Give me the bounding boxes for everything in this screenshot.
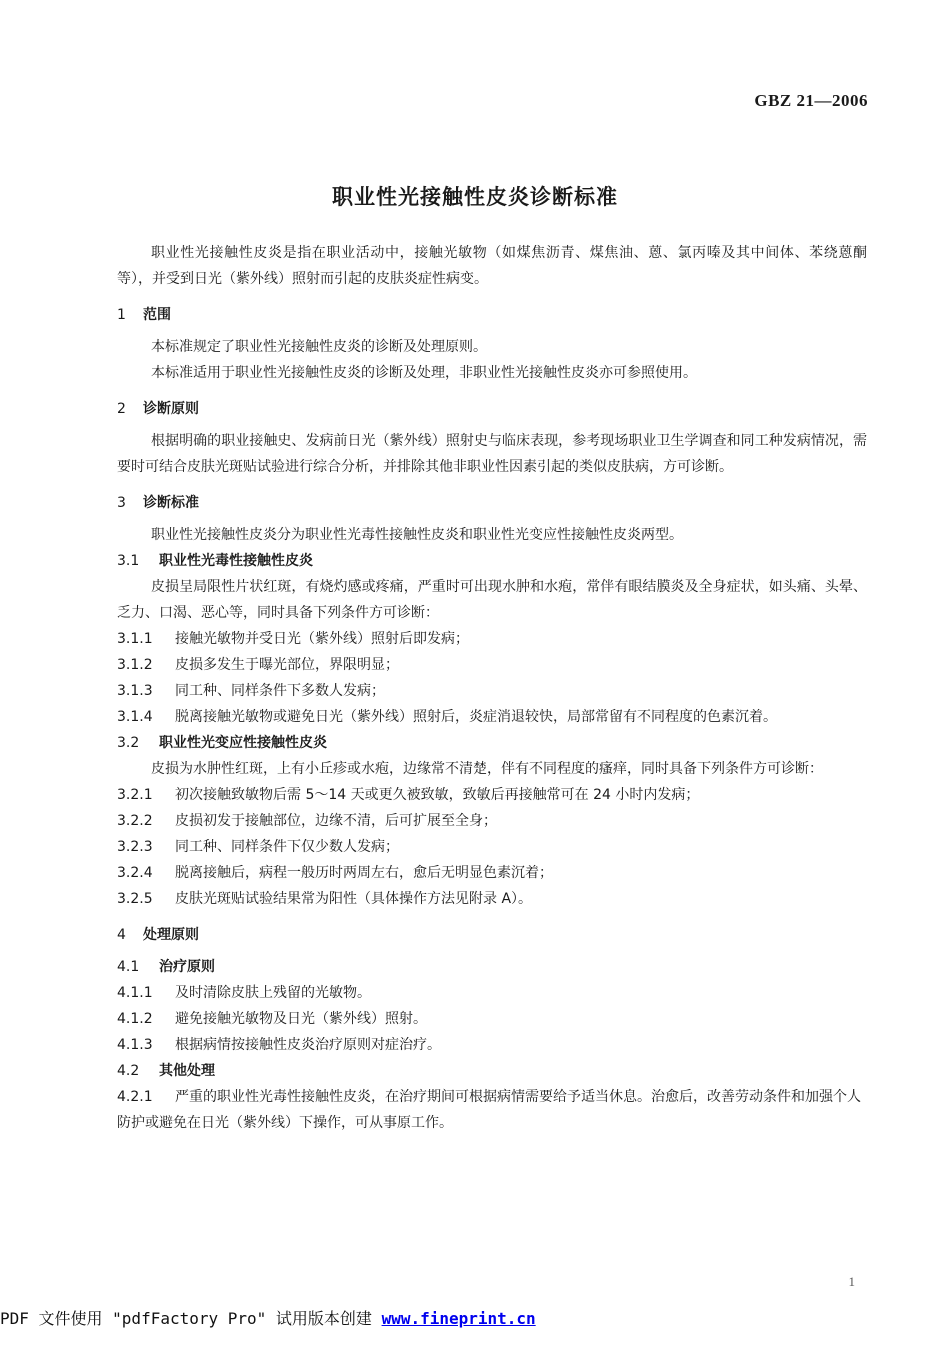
footer-link[interactable]: www.fineprint.cn bbox=[381, 1309, 536, 1328]
subsection-number: 3.1 bbox=[117, 553, 140, 569]
section-heading-principle bbox=[117, 396, 867, 422]
subsection-number: 4.1 bbox=[117, 959, 140, 975]
document-title: 职业性光接触性皮炎诊断标准 bbox=[332, 185, 618, 209]
intro-paragraph: 职业性光接触性皮炎是指在职业活动中，接触光敏物（如煤焦沥青、煤焦油、蒽、氯丙嗪及其中间体、苯绕蒽酮等），并受到日光（紫外线）照射而引起的皮肤炎症性病变。 bbox=[117, 245, 867, 287]
list-item-3-1-3 bbox=[117, 678, 867, 704]
footer-text: PDF 文件使用 "pdfFactory Pro" 试用版本创建 bbox=[0, 1309, 382, 1328]
item-number: 3.2.3 bbox=[117, 839, 153, 855]
section-number: 4 bbox=[117, 927, 126, 943]
section-title: 处理原则 bbox=[143, 927, 199, 943]
item-text: 避免接触光敏物及日光（紫外线）照射。 bbox=[175, 1011, 427, 1027]
section-title: 诊断原则 bbox=[143, 401, 199, 417]
item-number: 3.2.5 bbox=[117, 891, 153, 907]
document-body bbox=[117, 240, 867, 1136]
criteria-paragraph: 职业性光接触性皮炎分为职业性光毒性接触性皮炎和职业性光变应性接触性皮炎两型。 bbox=[151, 527, 683, 543]
list-item-3-2-3 bbox=[117, 834, 867, 860]
section-heading-scope bbox=[117, 302, 867, 328]
subsection-title: 治疗原则 bbox=[159, 959, 215, 975]
item-number: 4.1.2 bbox=[117, 1011, 153, 1027]
list-item-3-1-4 bbox=[117, 704, 867, 730]
subsection-heading-3-2 bbox=[117, 730, 867, 756]
list-item-3-2-1 bbox=[117, 782, 867, 808]
item-text: 根据病情按接触性皮炎治疗原则对症治疗。 bbox=[175, 1037, 441, 1053]
list-item-4-1-1 bbox=[117, 980, 867, 1006]
subsection-number: 3.2 bbox=[117, 735, 140, 751]
scope-paragraph-1: 本标准规定了职业性光接触性皮炎的诊断及处理原则。 bbox=[151, 339, 487, 355]
list-item-4-2-1 bbox=[117, 1084, 867, 1136]
item-text: 严重的职业性光毒性接触性皮炎，在治疗期间可根据病情需要给予适当休息。治愈后，改善劳动条件和加强个人防护或避免在日光（紫外线）下操作，可从事原工作。 bbox=[117, 1089, 861, 1131]
item-text: 脱离接触后，病程一般历时两周左右，愈后无明显色素沉着； bbox=[175, 865, 553, 881]
subsection-3-2-paragraph: 皮损为水肿性红斑，上有小丘疹或水疱，边缘常不清楚，伴有不同程度的瘙痒，同时具备下列条件方可诊断： bbox=[151, 761, 823, 777]
item-text: 同工种、同样条件下多数人发病； bbox=[175, 683, 385, 699]
section-number: 2 bbox=[117, 401, 126, 417]
list-item-3-2-5 bbox=[117, 886, 867, 912]
item-text: 皮肤光斑贴试验结果常为阳性（具体操作方法见附录 A）。 bbox=[175, 891, 533, 907]
subsection-3-1-paragraph: 皮损呈局限性片状红斑，有烧灼感或疼痛，严重时可出现水肿和水疱，常伴有眼结膜炎及全身症状，如头痛、头晕、乏力、口渴、恶心等，同时具备下列条件方可诊断： bbox=[117, 579, 867, 621]
subsection-heading-4-2 bbox=[117, 1058, 867, 1084]
list-item-3-1-1 bbox=[117, 626, 867, 652]
page-number: 1 bbox=[848, 1274, 855, 1289]
section-heading-criteria bbox=[117, 490, 867, 516]
item-text: 同工种、同样条件下仅少数人发病； bbox=[175, 839, 399, 855]
item-number: 3.1.4 bbox=[117, 709, 153, 725]
item-text: 脱离接触光敏物或避免日光（紫外线）照射后，炎症消退较快，局部常留有不同程度的色素沉着。 bbox=[175, 709, 777, 725]
section-title: 范围 bbox=[143, 307, 171, 323]
item-number: 3.2.2 bbox=[117, 813, 153, 829]
subsection-number: 4.2 bbox=[117, 1063, 140, 1079]
section-title: 诊断标准 bbox=[143, 495, 199, 511]
item-number: 3.1.2 bbox=[117, 657, 153, 673]
item-text: 及时清除皮肤上残留的光敏物。 bbox=[175, 985, 371, 1001]
principle-paragraph: 根据明确的职业接触史、发病前日光（紫外线）照射史与临床表现，参考现场职业卫生学调查和同工种发病情况，需要时可结合皮肤光斑贴试验进行综合分析，并排除其他非职业性因素引起的类似皮肤病，方可诊断。 bbox=[117, 433, 867, 475]
section-number: 3 bbox=[117, 495, 126, 511]
subsection-heading-3-1 bbox=[117, 548, 867, 574]
scope-paragraph-2: 本标准适用于职业性光接触性皮炎的诊断及处理，非职业性光接触性皮炎亦可参照使用。 bbox=[151, 365, 697, 381]
item-number: 4.1.1 bbox=[117, 985, 153, 1001]
item-text: 初次接触致敏物后需 5～14 天或更久被致敏，致敏后再接触常可在 24 小时内发病； bbox=[175, 787, 700, 803]
subsection-heading-4-1 bbox=[117, 954, 867, 980]
list-item-4-1-3 bbox=[117, 1032, 867, 1058]
subsection-title: 其他处理 bbox=[159, 1063, 215, 1079]
item-number: 3.1.3 bbox=[117, 683, 153, 699]
item-number: 4.2.1 bbox=[117, 1089, 153, 1105]
item-number: 3.2.4 bbox=[117, 865, 153, 881]
item-number: 3.2.1 bbox=[117, 787, 153, 803]
item-text: 接触光敏物并受日光（紫外线）照射后即发病； bbox=[175, 631, 469, 647]
list-item-3-1-2 bbox=[117, 652, 867, 678]
item-text: 皮损多发生于曝光部位，界限明显； bbox=[175, 657, 399, 673]
section-number: 1 bbox=[117, 307, 126, 323]
standard-code: GBZ 21—2006 bbox=[754, 91, 868, 110]
list-item-4-1-2 bbox=[117, 1006, 867, 1032]
list-item-3-2-2 bbox=[117, 808, 867, 834]
section-heading-treatment bbox=[117, 922, 867, 948]
item-number: 3.1.1 bbox=[117, 631, 153, 647]
pdf-footer bbox=[0, 1306, 950, 1329]
item-text: 皮损初发于接触部位，边缘不清，后可扩展至全身； bbox=[175, 813, 497, 829]
item-number: 4.1.3 bbox=[117, 1037, 153, 1053]
subsection-title: 职业性光变应性接触性皮炎 bbox=[159, 735, 327, 751]
list-item-3-2-4 bbox=[117, 860, 867, 886]
subsection-title: 职业性光毒性接触性皮炎 bbox=[159, 553, 313, 569]
